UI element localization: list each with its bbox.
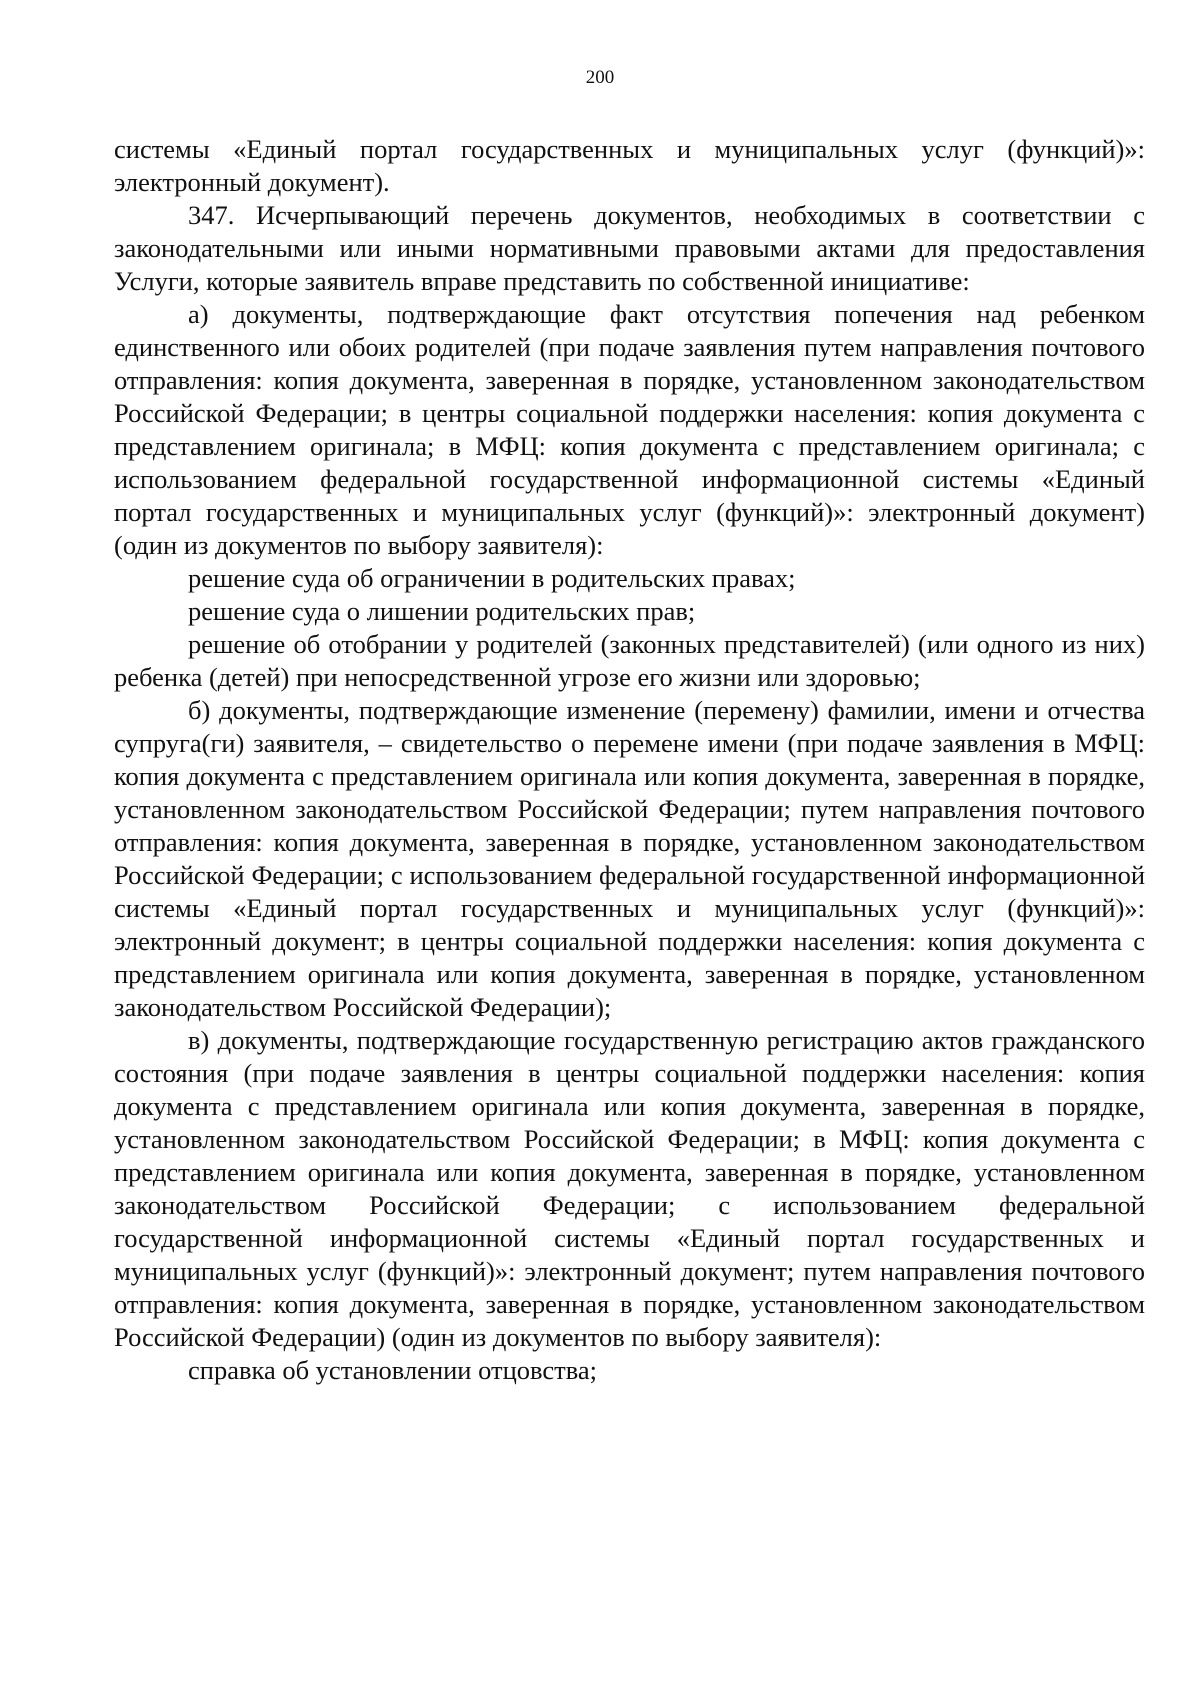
list-item: решение об отобрании у родителей (законных представителей) (или одного из них) ребенка (детей) при непосредственной угрозе его жизни или здоровью; [114,629,1145,692]
document-body [114,133,1145,1387]
list-item: решение суда о лишении родительских прав; [188,596,696,626]
paragraph-item-v: в) документы, подтверждающие государственную регистрацию актов гражданского состояния (при подаче заявления в центры социальной поддержки населения: копия документа с представлением оригинала или копия документа, заверенная в порядке, установленном законодательством Российской Федерации; в МФЦ: копия документа с представлением оригинала или копия документа, заверенная в порядке, установленном законодательством Российской Федерации; с использованием федеральной государственной информационной системы «Единый портал государственных и муниципальных услуг (функций)»: электронный документ; путем направления почтового отправления: копия документа, заверенная в порядке, установленном законодательством Российской Федерации) (один из документов по выбору заявителя): [114,1025,1145,1352]
paragraph-item-a: а) документы, подтверждающие факт отсутствия попечения над ребенком единственного или обоих родителей (при подаче заявления путем направления почтового отправления: копия документа, заверенная в порядке, установленном законодательством Российской Федерации; в центры социальной поддержки населения: копия документа с представлением оригинала; в МФЦ: копия документа с представлением оригинала; с использованием федеральной государственной информационной системы «Единый портал государственных и муниципальных услуг (функций)»: электронный документ) (один из документов по выбору заявителя): [114,299,1145,560]
list-item: справка об установлении отцовства; [188,1355,598,1385]
paragraph-item-b: б) документы, подтверждающие изменение (перемену) фамилии, имени и отчества супруга(ги) заявителя, – свидетельство о перемене имени (при подаче заявления в МФЦ: копия документа с представлением оригинала или копия документа, заверенная в порядке, установленном законодательством Российской Федерации; путем направления почтового отправления: копия документа, заверенная в порядке, установленном законодательством Российской Федерации; с использованием федеральной государственной информационной системы «Единый портал государственных и муниципальных услуг (функций)»: электронный документ; в центры социальной поддержки населения: копия документа с представлением оригинала или копия документа, заверенная в порядке, установленном законодательством Российской Федерации); [114,695,1145,1022]
list-item: решение суда об ограничении в родительских правах; [188,563,796,593]
paragraph-continuation: системы «Единый портал государственных и муниципальных услуг (функций)»: электронный документ). [114,134,1145,197]
page-number: 200 [585,67,615,88]
paragraph-347: 347. Исчерпывающий перечень документов, необходимых в соответствии с законодательными или иными нормативными правовыми актами для предоставления Услуги, которые заявитель вправе представить по собственной инициативе: [114,200,1145,296]
